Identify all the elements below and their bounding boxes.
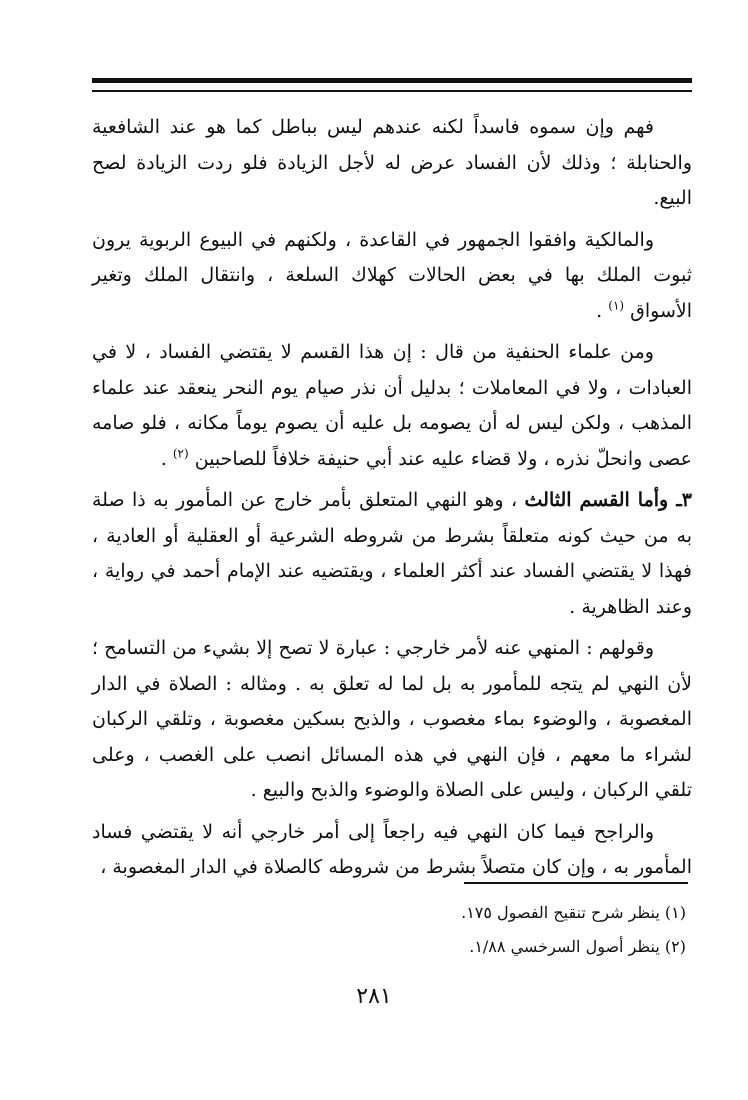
paragraph-text: والمالكية وافقوا الجمهور في القاعدة ، ولكنهم في البيوع الربوية يرون ثبوت الملك بها في بعض الحالات كهلاك السلعة ، وانتقال الملك وتغير الأسواق <box>92 228 692 322</box>
footnote-2: (٢) ينظر أصول السرخسي ١/٨٨. <box>469 937 686 956</box>
paragraph-text: ومن علماء الحنفية من قال : إن هذا القسم لا يقتضي الفساد ، لا في العبادات ، ولا في المعاملات ؛ بدليل أن نذر صيام يوم النحر ينعقد عند علماء المذهب ، ولكن ليس له أن يصومه بل عليه أن يصوم يوماً مكانه ، فلو صامه عصى وانحلّ نذره ، ولا قضاء عليه عند أبي حنيفة خلافاً للصاحبين <box>92 341 692 470</box>
paragraph-3 <box>92 335 692 477</box>
top-rule-thick <box>92 78 692 83</box>
paragraph-6 <box>92 815 692 886</box>
paragraph-2 <box>92 223 692 330</box>
page-body <box>92 110 692 892</box>
paragraph-4 <box>92 483 692 625</box>
top-rule-thin <box>92 90 692 92</box>
footnotes <box>186 896 686 964</box>
footnote-1: (١) ينظر شرح تنقيح الفصول ١٧٥. <box>461 903 686 922</box>
footnote-separator <box>464 882 688 884</box>
paragraph-tail: . <box>596 299 609 322</box>
paragraph-text: فهم وإن سموه فاسداً لكنه عندهم ليس بباطل كما هو عند الشافعية والحنابلة ؛ وذلك لأن الفساد عرض له لأجل الزيادة فلو ردت الزيادة لصح البيع. <box>92 116 692 209</box>
paragraph-text: والراجح فيما كان النهي فيه راجعاً إلى أمر خارجي أنه لا يقتضي فساد المأمور به ، وإن كان متصلاً بشرط من شروطه كالصلاة في الدار المغصوبة ، <box>92 820 692 878</box>
paragraph-5 <box>92 631 692 809</box>
footnote-marker: (١) <box>608 298 625 313</box>
paragraph-text: ، وهو النهي المتعلق بأمر خارج عن المأمور به ذا صلة به من حيث كونه متعلقاً بشرط من شروطه الشرعية أو العقلية أو العادية ، فهذا لا يقتضي الفساد عند أكثر العلماء ، ويقتضيه عند الإمام أحمد في رواية ، وعند الظاهرية . <box>92 489 692 618</box>
paragraph-tail: . <box>160 447 173 470</box>
page-number: ٢٨١ <box>356 984 392 1009</box>
paragraph-1 <box>92 110 692 217</box>
paragraph-text: وقولهم : المنهي عنه لأمر خارجي : عبارة لا تصح إلا بشيء من التسامح ؛ لأن النهي لم يتجه للمأمور به بل لما له تعلق به . ومثاله : الصلاة في الدار المغصوبة ، والوضوء بماء مغصوب ، والذبح بسكين مغصوبة ، وتلقي الركبان لشراء ما معهم ، فإن النهي في هذه المسائل انصب على الغصب ، وعلى تلقي الركبان ، وليس على الصلاة والوضوء والذبح والبيع . <box>92 637 692 801</box>
section-heading: ٣ـ وأما القسم الثالث <box>524 489 692 511</box>
footnote-marker: (٢) <box>172 446 189 461</box>
